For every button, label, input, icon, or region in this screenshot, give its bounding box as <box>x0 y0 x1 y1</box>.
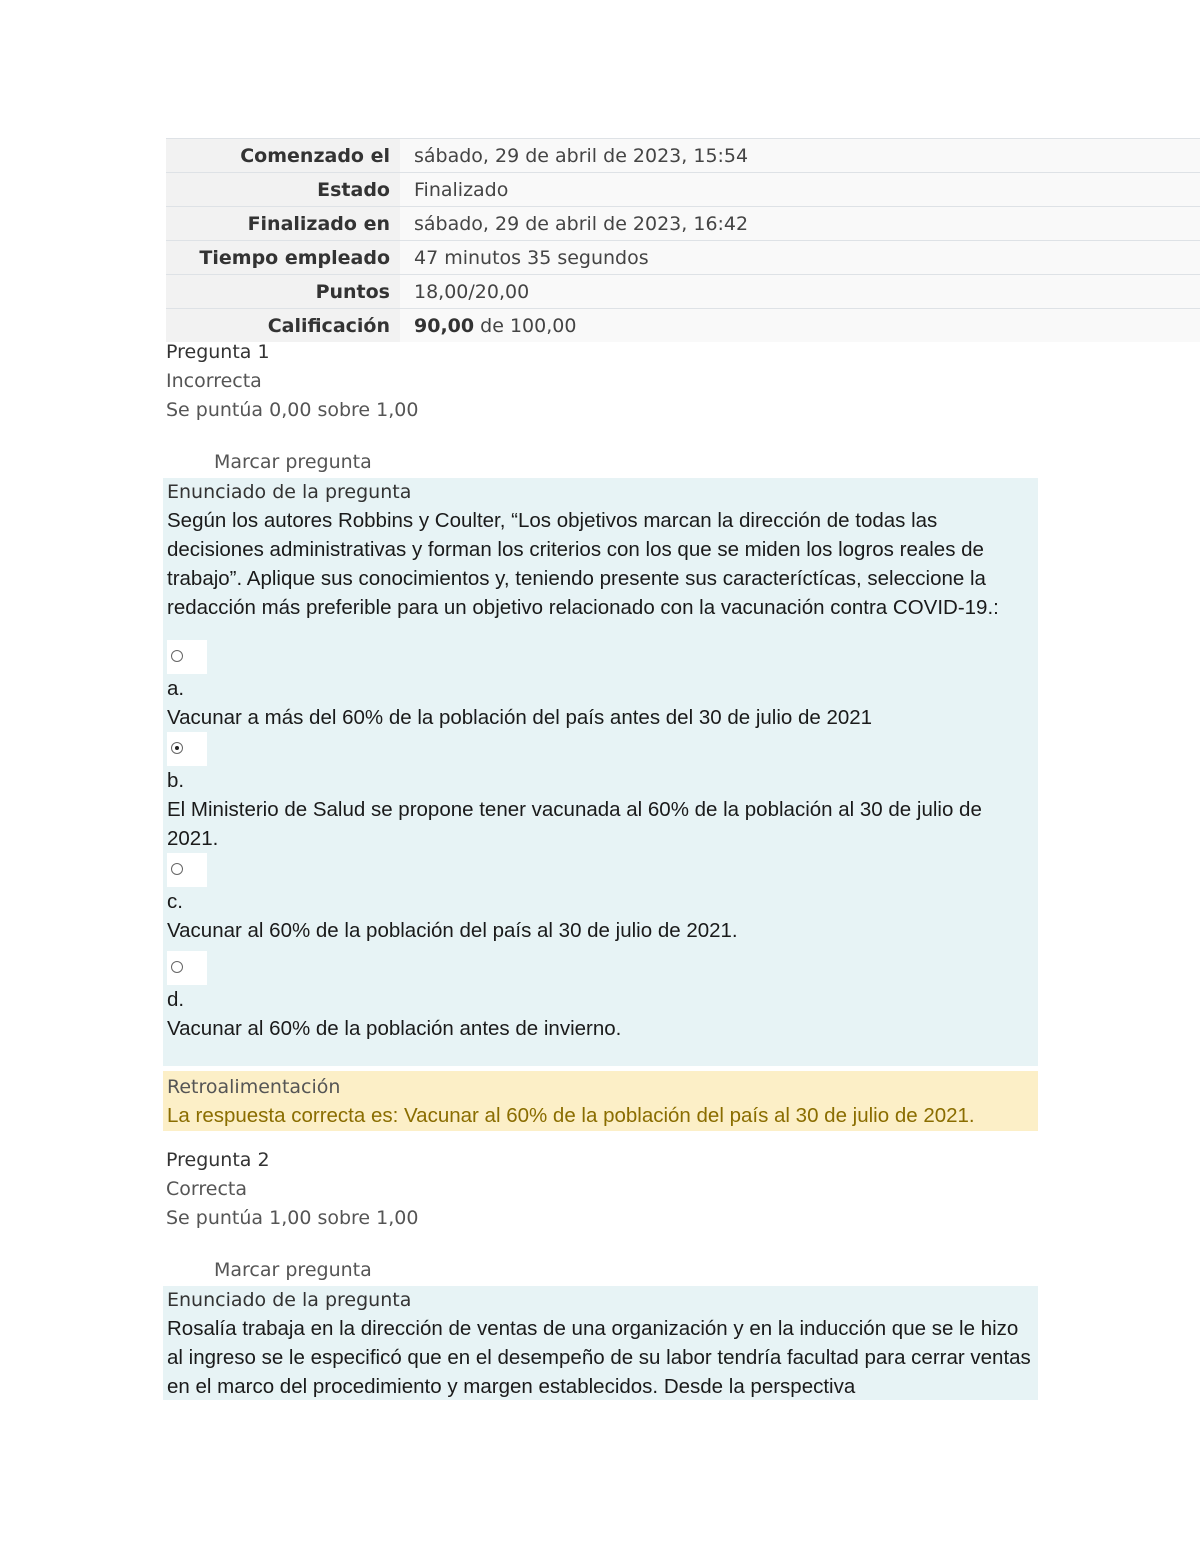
question-statement: Rosalía trabaja en la dirección de ventas de una organización y en la inducción que se le hizo al ingreso se le especificó que en el desempeño de su labor tendría facultad para cerrar ventas en el marco del procedimiento y margen establecidos. Desde la perspectiva <box>167 1317 1031 1398</box>
option-radio-c[interactable] <box>167 853 207 887</box>
summary-label: Comenzado el <box>166 139 400 173</box>
question-info <box>166 1146 418 1233</box>
question-content <box>163 1286 1038 1400</box>
radio-selected-icon <box>171 742 183 754</box>
question-state: Correcta <box>166 1178 247 1200</box>
option-text: Vacunar al 60% de la población del país al 30 de julio de 2021. <box>167 919 738 942</box>
summary-row <box>166 173 1200 207</box>
option-radio-a[interactable] <box>167 640 207 674</box>
summary-label: Tiempo empleado <box>166 241 400 275</box>
feedback-header: Retroalimentación <box>167 1076 341 1098</box>
option-letter: c. <box>167 890 183 913</box>
radio-icon <box>171 961 183 973</box>
summary-value: sábado, 29 de abril de 2023, 16:42 <box>400 207 1200 241</box>
radio-icon <box>171 863 183 875</box>
option-text: Vacunar al 60% de la población antes de invierno. <box>167 1017 622 1040</box>
summary-value: 47 minutos 35 segundos <box>400 241 1200 275</box>
grade-total: de 100,00 <box>474 314 577 337</box>
option-letter: b. <box>167 769 185 792</box>
statement-header: Enunciado de la pregunta <box>167 481 412 503</box>
question-info <box>166 338 418 425</box>
question-number: Pregunta 2 <box>166 1149 270 1171</box>
feedback-box <box>163 1071 1038 1131</box>
option-radio-b[interactable] <box>167 732 207 766</box>
statement-header: Enunciado de la pregunta <box>167 1289 412 1311</box>
question-grade: Se puntúa 1,00 sobre 1,00 <box>166 1207 419 1229</box>
summary-label: Calificación <box>166 309 400 343</box>
question-grade: Se puntúa 0,00 sobre 1,00 <box>166 399 419 421</box>
summary-label: Puntos <box>166 275 400 309</box>
summary-value <box>400 309 1200 343</box>
attempt-summary-table <box>166 138 1200 342</box>
option-text: El Ministerio de Salud se propone tener vacunada al 60% de la población al 30 de julio de 2021. <box>167 798 982 850</box>
summary-row <box>166 241 1200 275</box>
option-letter: d. <box>167 988 185 1011</box>
flag-question-link[interactable]: Marcar pregunta <box>214 451 372 473</box>
grade-value: 90,00 <box>414 314 475 337</box>
radio-icon <box>171 650 183 662</box>
summary-row <box>166 139 1200 173</box>
summary-row <box>166 275 1200 309</box>
question-content <box>163 478 1038 1066</box>
summary-row <box>166 309 1200 343</box>
summary-value: sábado, 29 de abril de 2023, 15:54 <box>400 139 1200 173</box>
flag-question-link[interactable]: Marcar pregunta <box>214 1259 372 1281</box>
question-state: Incorrecta <box>166 370 262 392</box>
question-statement: Según los autores Robbins y Coulter, “Los objetivos marcan la dirección de todas las decisiones administrativas y forman los criterios con los que se miden los logros reales de trabajo”. Aplique sus conocimientos y, teniendo presente sus caracteríctícas, seleccione la redacción más preferible para un objetivo relacionado con la vacunación contra COVID-19.: <box>167 509 999 619</box>
option-radio-d[interactable] <box>167 951 207 985</box>
summary-label: Finalizado en <box>166 207 400 241</box>
question-number: Pregunta 1 <box>166 341 270 363</box>
summary-value: Finalizado <box>400 173 1200 207</box>
correct-answer-text: La respuesta correcta es: Vacunar al 60% de la población del país al 30 de julio de 2021. <box>167 1104 975 1127</box>
summary-label: Estado <box>166 173 400 207</box>
summary-value: 18,00/20,00 <box>400 275 1200 309</box>
summary-row <box>166 207 1200 241</box>
option-text: Vacunar a más del 60% de la población del país antes del 30 de julio de 2021 <box>167 706 873 729</box>
option-letter: a. <box>167 677 185 700</box>
